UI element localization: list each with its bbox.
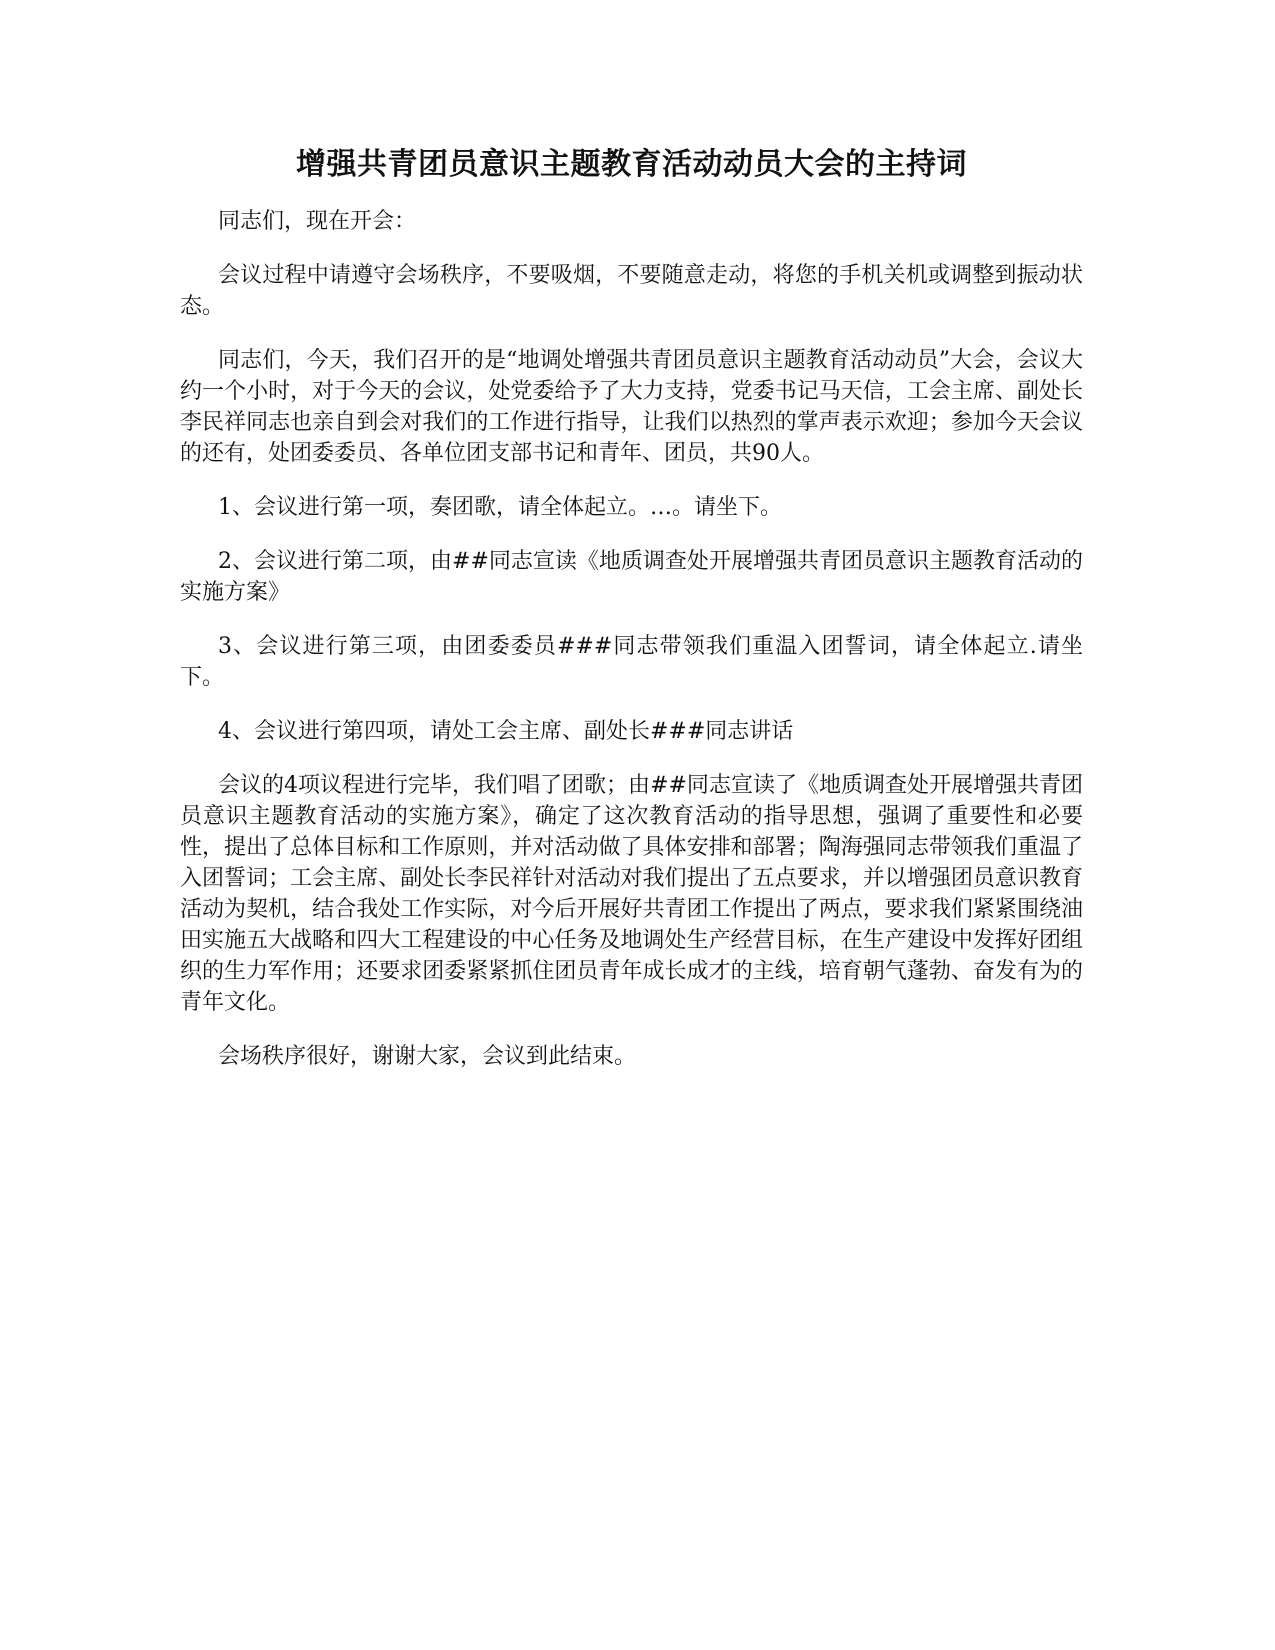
paragraph-introduction: 同志们，今天，我们召开的是“地调处增强共青团员意识主题教育活动动员”大会，会议大约一个小时，对于今天的会议，处党委给予了大力支持，党委书记马天信，工会主席、副处长李民祥同志也亲自到会对我们的工作进行指导，让我们以热烈的掌声表示欢迎；参加今天会议的还有，处团委委员、各单位团支部书记和青年、团员，共90人。 <box>180 348 1083 466</box>
paragraph-meeting-rules: 会议过程中请遵守会场秩序，不要吸烟，不要随意走动，将您的手机关机或调整到振动状态。 <box>180 263 1083 319</box>
paragraph-agenda-item-4: 4、会议进行第四项，请处工会主席、副处长###同志讲话 <box>218 719 794 744</box>
document-page <box>180 140 1083 1095</box>
paragraph-opening: 同志们，现在开会： <box>218 209 417 234</box>
paragraph-summary: 会议的4项议程进行完毕，我们唱了团歌；由##同志宣读了《地质调查处开展增强共青团员意识主题教育活动的实施方案》，确定了这次教育活动的指导思想，强调了重要性和必要性，提出了总体目标和工作原则，并对活动做了具体安排和部署；陶海强同志带领我们重温了入团誓词；工会主席、副处长李民祥针对活动对我们提出了五点要求，并以增强团员意识教育活动为契机，结合我处工作实际，对今后开展好共青团工作提出了两点，要求我们紧紧围绕油田实施五大战略和四大工程建设的中心任务及地调处生产经营目标，在生产建设中发挥好团组织的生力军作用；还要求团委紧紧抓住团员青年成长成才的主线，培育朝气蓬勃、奋发有为的青年文化。 <box>180 773 1083 1015</box>
document-title: 增强共青团员意识主题教育活动动员大会的主持词 <box>296 147 967 182</box>
paragraph-closing: 会场秩序很好，谢谢大家，会议到此结束。 <box>218 1044 637 1069</box>
paragraph-agenda-item-2: 2、会议进行第二项，由##同志宣读《地质调查处开展增强共青团员意识主题教育活动的实施方案》 <box>180 549 1083 605</box>
paragraph-agenda-item-1: 1、会议进行第一项，奏团歌，请全体起立。…。请坐下。 <box>218 495 782 520</box>
paragraph-agenda-item-3: 3、会议进行第三项，由团委委员###同志带领我们重温入团誓词，请全体起立.请坐下。 <box>180 634 1083 690</box>
